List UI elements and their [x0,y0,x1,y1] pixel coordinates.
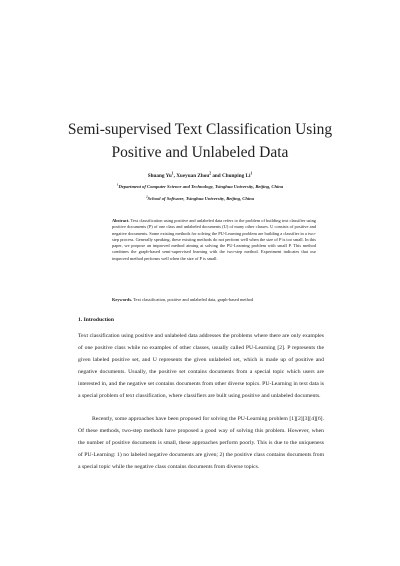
affil-text: School of Software, Tsinghua University, Beijing, China [147,196,255,201]
section-heading-introduction: 1. Introduction [78,317,114,323]
author-name: Chunping Li [221,173,251,179]
author-name: Shuang Yu [147,173,172,179]
keywords-text: Text classification, positive and unlabeled data, graph-based method [132,297,254,302]
keywords-label: Keywords. [112,297,133,302]
paper-title [0,118,400,164]
title-line-2: Positive and Unlabeled Data [111,144,289,161]
body-paragraph-2: Recently, some approaches have been proposed for solving the PU-Learning problem [1][2][3][4][6]. Of these methods, two-step methods have proposed a good way of solving this problem. However, when the number of positive documents is small, these approaches perform poorly. This is due to the uniqueness of PU-Learning: 1) no labeled negative documents are given; 2) the positive class contains documents from a special topic while the negative class contains documents from diverse topics. [78,416,324,470]
body-paragraph-1: Text classification using positive and unlabeled data addresses the problems where there are only examples of one positive class while no examples of other classes, usually called PU-Learning [2]. P represents the given labeled positive set, and U represents the given unlabeled set, which is made up of positive and negative documents. Usually, the positive set contains documents from a special topic which users are interested in, and the negative set contains documents from other diverse topics. PU-Learning in text data is a special problem of text classification, where classifiers are built using positive and unlabeled documents. [78,333,324,399]
affil-text: Department of Computer Science and Technology, Tsinghua University, Beijing, China [118,184,284,189]
affil-mark: 2 [145,194,148,199]
affil-mark: 1 [116,182,119,187]
keywords [112,297,316,303]
author-list [0,172,400,181]
author-affil-mark: 1 [250,171,253,176]
affiliation-2 [0,195,400,203]
affiliation-1 [0,183,400,191]
author-affil-mark: 2 [209,171,212,176]
abstract [112,218,316,262]
author-name: Xueyuan Zhou [176,173,210,179]
abstract-label: Abstract. [112,218,130,223]
abstract-text: Text classification using positive and unlabeled data refers to the problem of building text classifier using positive documents (P) of one class and unlabeled documents (U) of many other classes. U consists of positive and negative documents. Some existing methods for solving the PU-Learning problem are building a classifier in a two-step process. Generally speaking, these existing methods do not perform well when the size of P is too small. In this paper, we propose an improved method aiming at solving the PU-Learning problem with small P. This method combines the graph-based semi-supervised learning with the two-step method. Experiment indicates that our improved method performs well when the size of P is small. [112,218,316,261]
author-separator: , [173,173,177,179]
author-affil-mark: 1 [171,171,174,176]
title-line-1: Semi-supervised Text Classification Using [67,121,333,138]
author-separator: and [211,173,222,179]
